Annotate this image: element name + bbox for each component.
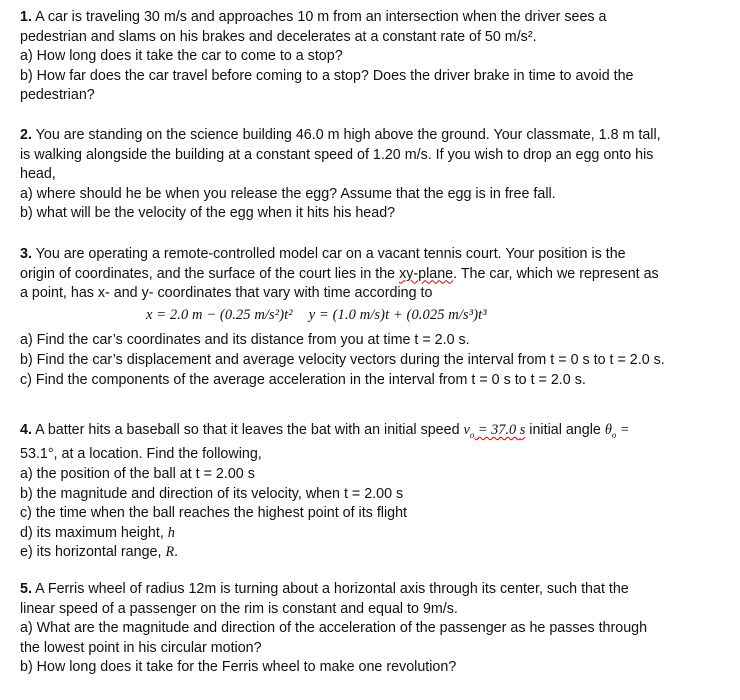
- problem-3-line-3: a point, has x- and y- coordinates that vary with time according to: [20, 285, 433, 302]
- problem-1-line-2: pedestrian and slams on his brakes and decelerates at a constant rate of 50 m/s².: [20, 28, 537, 45]
- problem-3: [20, 245, 720, 390]
- problem-2-number: 2.: [20, 127, 32, 143]
- problem-4-part-d: d) its maximum height, h: [20, 524, 175, 541]
- problem-1-line-5: pedestrian?: [20, 87, 95, 104]
- problem-2-line-1: 2. You are standing on the science building 46.0 m high above the ground. Your classmate, 1.8 m tall,: [20, 127, 661, 143]
- problem-1-number: 1.: [20, 9, 32, 25]
- problem-4-number: 4.: [20, 422, 32, 438]
- problem-5-line-2: linear speed of a passenger on the rim is constant and equal to 9m/s.: [20, 600, 458, 617]
- problem-5-number: 5.: [20, 581, 32, 597]
- initial-speed-symbol: $v_o$: [463, 422, 475, 440]
- problem-4-part-c: c) the time when the ball reaches the highest point of its flight: [20, 505, 408, 522]
- equation-y: y = (1.0 m/s)t + (0.025 m/s³)t³: [308, 306, 487, 323]
- initial-speed-value: = 37.0 s: [474, 422, 526, 438]
- problem-3-line-2: origin of coordinates, and the surface of the court lies in the xy-plane. The car, which we represent as: [20, 265, 659, 282]
- problem-2-part-a: a) where should he be when you release the egg? Assume that the egg is in free fall.: [20, 185, 556, 202]
- xy-plane-term: xy-plane: [399, 265, 454, 282]
- problem-3-part-b: b) Find the car’s displacement and average velocity vectors during the interval from t = 0 s to t = 2.0 s.: [20, 351, 665, 368]
- problem-3-part-c: c) Find the components of the average acceleration in the interval from t = 0 s to t = 2.0 s.: [20, 371, 586, 388]
- problem-4-part-b: b) the magnitude and direction of its velocity, when t = 2.00 s: [20, 485, 404, 502]
- problem-4-line-2: 53.1°, at a location. Find the following,: [20, 446, 262, 463]
- equation-x: x = 2.0 m − (0.25 m/s²)t²: [146, 306, 293, 323]
- problem-5-line-4: the lowest point in his circular motion?: [20, 639, 262, 656]
- problem-1-line-1: 1. A car is traveling 30 m/s and approaches 10 m from an intersection when the driver sees a: [20, 9, 607, 25]
- problem-5: [20, 580, 720, 678]
- problem-2-part-b: b) what will be the velocity of the egg when it hits his head?: [20, 205, 396, 222]
- problem-5-part-b: b) How long does it take for the Ferris wheel to make one revolution?: [20, 659, 457, 676]
- problem-1-part-b: b) How far does the car travel before coming to a stop? Does the driver brake in time to avoid the: [20, 67, 634, 84]
- problem-4-part-a: a) the position of the ball at t = 2.00 s: [20, 466, 255, 483]
- problem-4-line-1: 4. A batter hits a baseball so that it leaves the bat with an initial speed $v_o = 37.0$ s initial angle $\theta_o$ =: [20, 422, 630, 440]
- initial-angle-symbol: $\theta_o$: [604, 422, 617, 440]
- problem-2-line-2: is walking alongside the building at a constant speed of 1.20 m/s. If you wish to drop an egg onto his: [20, 146, 654, 163]
- problem-3-part-a: a) Find the car’s coordinates and its distance from you at time t = 2.0 s.: [20, 332, 470, 349]
- problem-1: [20, 8, 720, 106]
- problem-1-part-a: a) How long does it take the car to come to a stop?: [20, 48, 343, 65]
- problem-4: [20, 421, 720, 563]
- problem-5-line-1: 5. A Ferris wheel of radius 12m is turning about a horizontal axis through its center, such that the: [20, 581, 629, 597]
- problem-5-part-a: a) What are the magnitude and direction of the acceleration of the passenger as he passes through: [20, 620, 648, 637]
- problem-4-part-e: e) its horizontal range, R.: [20, 544, 179, 561]
- problem-3-equations: [20, 306, 720, 326]
- problem-2: [20, 126, 720, 224]
- problem-3-number: 3.: [20, 246, 32, 262]
- problem-3-line-1: 3. You are operating a remote-controlled model car on a vacant tennis court. Your position is the: [20, 246, 626, 262]
- problem-2-line-3: head,: [20, 166, 56, 183]
